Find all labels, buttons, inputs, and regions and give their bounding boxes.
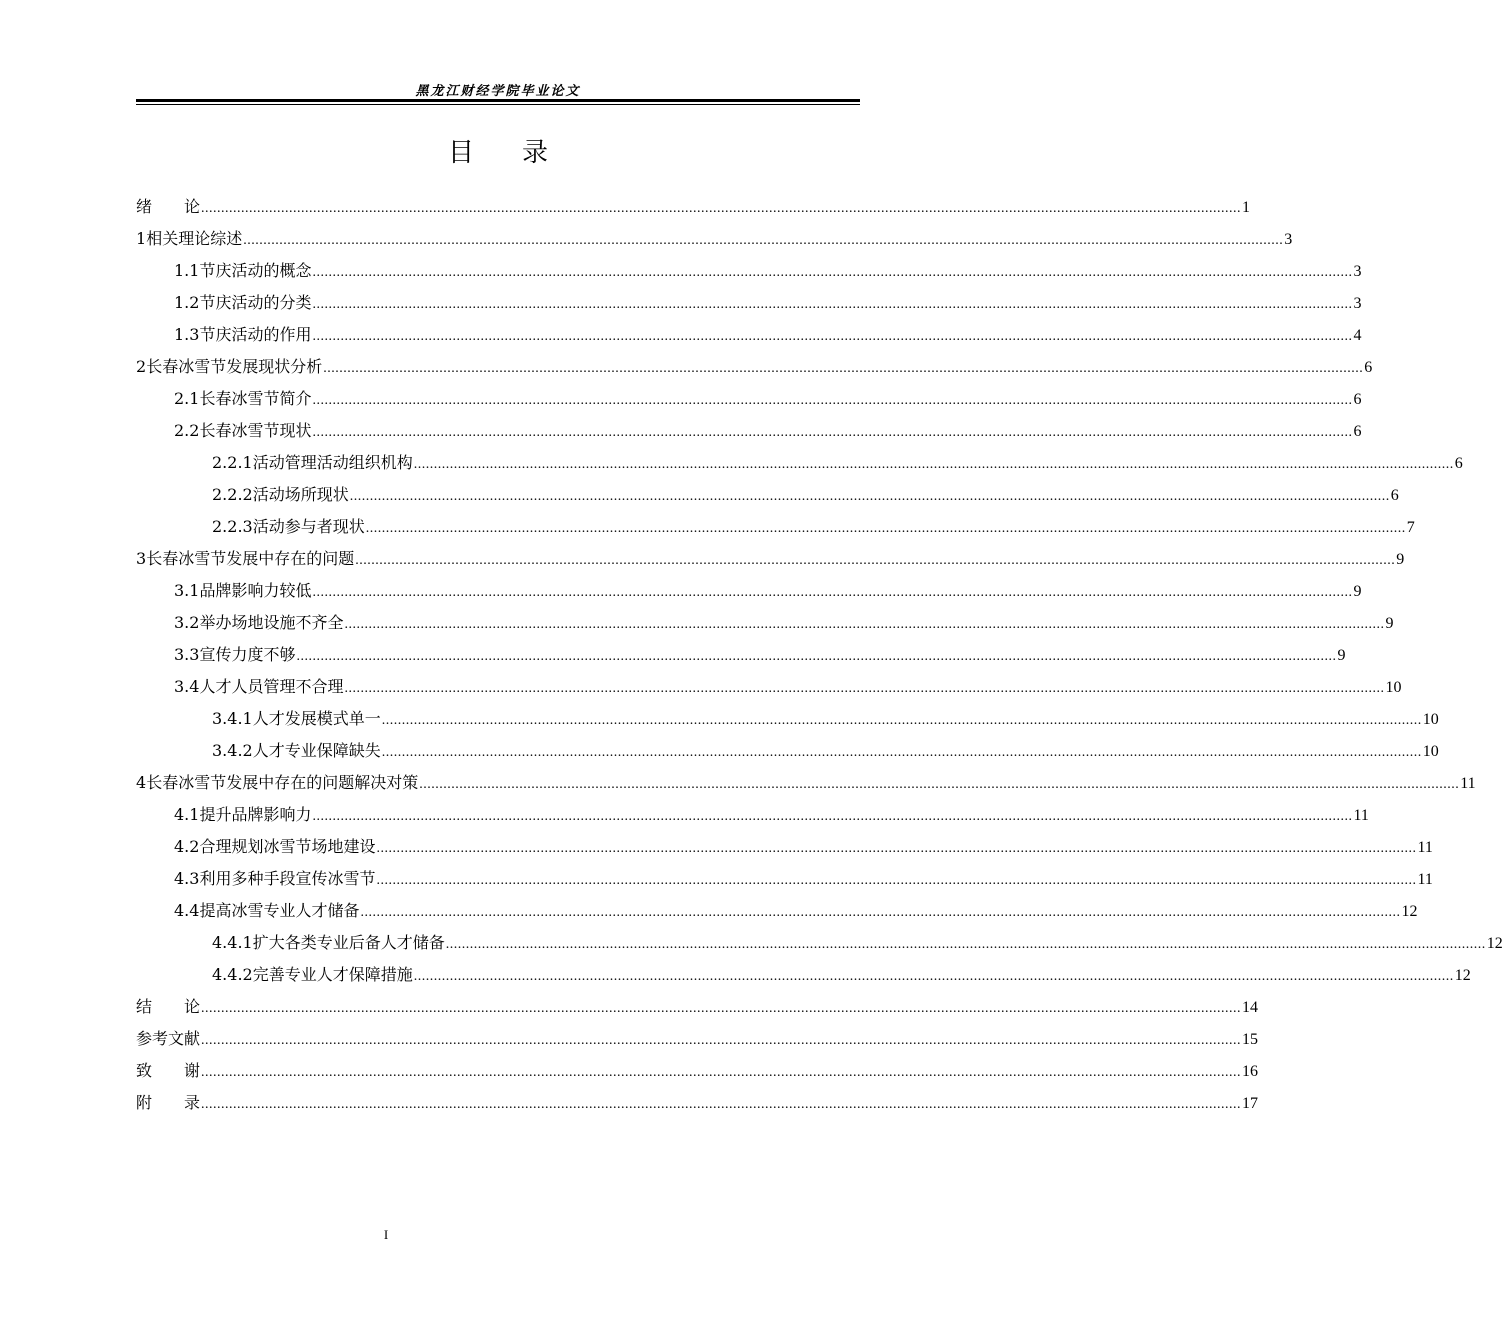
toc-entry-page: 10	[1422, 711, 1439, 728]
toc-entry-label: 长春冰雪节简介	[199, 389, 312, 408]
toc-entry-page: 11	[1460, 775, 1476, 792]
toc-entry[interactable]	[136, 191, 1251, 223]
toc-entry-label: 长春冰雪节发展中存在的问题解决对策	[146, 773, 419, 792]
toc-entry[interactable]	[136, 927, 1503, 959]
toc-leader-dots: ....................................................................................................................................................................................................................................................................	[323, 361, 1364, 376]
toc-entry-number: 3.4.2	[212, 741, 253, 760]
toc-entry-label: 节庆活动的概念	[199, 261, 312, 280]
toc-entry-page: 14	[1242, 999, 1259, 1016]
toc-leader-dots: ....................................................................................................................................................................................................................................................................	[201, 201, 1242, 216]
toc-entry-label: 节庆活动的作用	[199, 325, 312, 344]
toc-entry[interactable]	[136, 959, 1471, 991]
toc-entry-label: 相关理论综述	[146, 229, 243, 248]
toc-entry-number: 4.4.2	[212, 965, 253, 984]
toc-leader-dots: ....................................................................................................................................................................................................................................................................	[349, 489, 1390, 504]
toc-entry[interactable]	[136, 351, 1373, 383]
toc-entry-page: 11	[1417, 871, 1433, 888]
toc-entry-label: 利用多种手段宣传冰雪节	[199, 869, 376, 888]
toc-entry-page: 9	[1385, 615, 1394, 632]
toc-leader-dots: ....................................................................................................................................................................................................................................................................	[376, 873, 1417, 888]
toc-leader-dots: ....................................................................................................................................................................................................................................................................	[312, 329, 1353, 344]
toc-entry-label: 参考文献	[136, 1029, 201, 1048]
table-of-contents	[136, 191, 1503, 1119]
toc-entry[interactable]	[136, 287, 1362, 319]
toc-title-right: 录	[522, 138, 549, 168]
toc-leader-dots: ....................................................................................................................................................................................................................................................................	[344, 681, 1385, 696]
toc-entry[interactable]	[136, 543, 1405, 575]
toc-entry-label: 人才发展模式单一	[252, 709, 381, 728]
toc-entry[interactable]	[136, 703, 1439, 735]
toc-entry-page: 12	[1401, 903, 1418, 920]
toc-entry-page: 6	[1454, 455, 1463, 472]
toc-entry-page: 9	[1353, 583, 1362, 600]
toc-entry-number: 2.2.3	[212, 517, 253, 536]
toc-leader-dots: ....................................................................................................................................................................................................................................................................	[312, 809, 1353, 824]
toc-entry[interactable]	[136, 767, 1476, 799]
toc-entry-page: 10	[1385, 679, 1402, 696]
toc-entry-label: 活动场所现状	[252, 485, 349, 504]
toc-entry-label: 活动参与者现状	[252, 517, 365, 536]
toc-entry[interactable]	[136, 479, 1399, 511]
toc-entry[interactable]	[136, 1087, 1259, 1119]
toc-leader-dots: ....................................................................................................................................................................................................................................................................	[312, 425, 1353, 440]
toc-leader-dots: ....................................................................................................................................................................................................................................................................	[312, 265, 1353, 280]
toc-entry-number: 4.1	[174, 805, 200, 824]
toc-entry-number: 3.4.1	[212, 709, 253, 728]
toc-leader-dots: ....................................................................................................................................................................................................................................................................	[312, 297, 1353, 312]
toc-entry-page: 6	[1353, 423, 1362, 440]
header-rule-thin	[136, 104, 860, 105]
toc-entry-page: 3	[1284, 231, 1293, 248]
toc-entry[interactable]	[136, 575, 1362, 607]
toc-leader-dots: ....................................................................................................................................................................................................................................................................	[413, 457, 1454, 472]
toc-leader-dots: ....................................................................................................................................................................................................................................................................	[201, 1033, 1242, 1048]
toc-entry-label: 绪 论	[136, 197, 201, 216]
toc-entry-label: 宣传力度不够	[199, 645, 296, 664]
toc-entry-page: 4	[1353, 327, 1362, 344]
toc-entry-page: 12	[1486, 935, 1503, 952]
toc-leader-dots: ....................................................................................................................................................................................................................................................................	[201, 1001, 1242, 1016]
footer-page-number: I	[383, 1227, 389, 1242]
toc-entry-page: 12	[1454, 967, 1471, 984]
header-rule-thick	[136, 99, 860, 102]
toc-leader-dots: ....................................................................................................................................................................................................................................................................	[355, 553, 1396, 568]
toc-leader-dots: ....................................................................................................................................................................................................................................................................	[376, 841, 1417, 856]
toc-entry-page: 16	[1242, 1063, 1259, 1080]
toc-entry-number: 3.2	[174, 613, 200, 632]
toc-entry-page: 11	[1353, 807, 1369, 824]
toc-entry-page: 1	[1242, 199, 1251, 216]
toc-entry[interactable]	[136, 415, 1362, 447]
toc-entry-label: 人才专业保障缺失	[252, 741, 381, 760]
running-header: 黑龙江财经学院毕业论文	[415, 84, 581, 99]
toc-entry-label: 举办场地设施不齐全	[199, 613, 344, 632]
toc-entry-page: 9	[1337, 647, 1346, 664]
toc-entry-number: 4.4.1	[212, 933, 253, 952]
toc-entry-number: 3.3	[174, 645, 200, 664]
toc-title	[136, 132, 860, 169]
toc-leader-dots: ....................................................................................................................................................................................................................................................................	[365, 521, 1406, 536]
toc-entry-number: 4.4	[174, 901, 200, 920]
toc-entry-label: 长春冰雪节发展现状分析	[146, 357, 323, 376]
toc-entry-number: 1.2	[174, 293, 200, 312]
toc-entry[interactable]	[136, 639, 1346, 671]
toc-entry[interactable]	[136, 799, 1369, 831]
toc-entry-number: 3.1	[174, 581, 200, 600]
toc-entry-label: 附 录	[136, 1093, 201, 1112]
toc-entry-page: 11	[1417, 839, 1433, 856]
toc-entry[interactable]	[136, 383, 1362, 415]
toc-entry[interactable]	[136, 863, 1433, 895]
toc-leader-dots: ....................................................................................................................................................................................................................................................................	[360, 905, 1401, 920]
toc-entry[interactable]	[136, 671, 1402, 703]
toc-entry-number: 2	[136, 357, 147, 376]
toc-entry-label: 结 论	[136, 997, 201, 1016]
toc-entry-page: 6	[1390, 487, 1399, 504]
toc-entry-number: 4.2	[174, 837, 200, 856]
toc-leader-dots: ....................................................................................................................................................................................................................................................................	[312, 393, 1353, 408]
toc-leader-dots: ....................................................................................................................................................................................................................................................................	[381, 745, 1422, 760]
toc-leader-dots: ....................................................................................................................................................................................................................................................................	[243, 233, 1284, 248]
toc-entry-label: 长春冰雪节发展中存在的问题	[146, 549, 355, 568]
toc-entry-page: 7	[1406, 519, 1415, 536]
toc-entry-page: 9	[1396, 551, 1405, 568]
toc-entry-label: 扩大各类专业后备人才储备	[252, 933, 445, 952]
toc-entry-number: 3	[136, 549, 147, 568]
toc-entry[interactable]	[136, 223, 1293, 255]
toc-entry[interactable]	[136, 255, 1362, 287]
toc-entry[interactable]	[136, 735, 1439, 767]
toc-entry-page: 6	[1353, 391, 1362, 408]
toc-entry-label: 合理规划冰雪节场地建设	[199, 837, 376, 856]
toc-leader-dots: ....................................................................................................................................................................................................................................................................	[312, 585, 1353, 600]
toc-entry-label: 活动管理活动组织机构	[252, 453, 413, 472]
toc-entry-number: 3.4	[174, 677, 200, 696]
toc-entry-label: 长春冰雪节现状	[199, 421, 312, 440]
toc-entry-number: 2.2	[174, 421, 200, 440]
toc-entry-number: 1.3	[174, 325, 200, 344]
toc-entry-label: 人才人员管理不合理	[199, 677, 344, 696]
toc-entry[interactable]	[136, 831, 1433, 863]
toc-entry-number: 1.1	[174, 261, 200, 280]
toc-entry[interactable]	[136, 895, 1418, 927]
toc-entry-page: 10	[1422, 743, 1439, 760]
toc-entry[interactable]	[136, 991, 1259, 1023]
toc-entry[interactable]	[136, 1055, 1259, 1087]
toc-entry-number: 4.3	[174, 869, 200, 888]
toc-entry[interactable]	[136, 447, 1463, 479]
toc-entry-page: 3	[1353, 295, 1362, 312]
toc-leader-dots: ....................................................................................................................................................................................................................................................................	[344, 617, 1385, 632]
toc-entry-label: 提升品牌影响力	[199, 805, 312, 824]
toc-entry[interactable]	[136, 1023, 1259, 1055]
toc-title-left: 目	[447, 138, 474, 168]
toc-entry[interactable]	[136, 511, 1415, 543]
toc-leader-dots: ....................................................................................................................................................................................................................................................................	[419, 777, 1460, 792]
toc-leader-dots: ....................................................................................................................................................................................................................................................................	[413, 969, 1454, 984]
toc-entry-number: 4	[136, 773, 147, 792]
toc-entry[interactable]	[136, 319, 1362, 351]
toc-leader-dots: ....................................................................................................................................................................................................................................................................	[296, 649, 1337, 664]
toc-entry-number: 2.2.2	[212, 485, 253, 504]
toc-entry-page: 17	[1242, 1095, 1259, 1112]
toc-entry-label: 致 谢	[136, 1061, 201, 1080]
toc-entry-page: 6	[1364, 359, 1373, 376]
toc-leader-dots: ....................................................................................................................................................................................................................................................................	[201, 1097, 1242, 1112]
toc-entry-number: 2.1	[174, 389, 200, 408]
toc-entry-number: 2.2.1	[212, 453, 253, 472]
toc-leader-dots: ....................................................................................................................................................................................................................................................................	[201, 1065, 1242, 1080]
toc-entry-label: 提高冰雪专业人才储备	[199, 901, 360, 920]
toc-leader-dots: ....................................................................................................................................................................................................................................................................	[381, 713, 1422, 728]
toc-entry-label: 完善专业人才保障措施	[252, 965, 413, 984]
toc-entry-page: 15	[1242, 1031, 1259, 1048]
toc-entry-number: 1	[136, 229, 147, 248]
toc-entry-label: 品牌影响力较低	[199, 581, 312, 600]
toc-entry[interactable]	[136, 607, 1394, 639]
toc-entry-page: 3	[1353, 263, 1362, 280]
toc-entry-label: 节庆活动的分类	[199, 293, 312, 312]
toc-leader-dots: ....................................................................................................................................................................................................................................................................	[445, 937, 1486, 952]
